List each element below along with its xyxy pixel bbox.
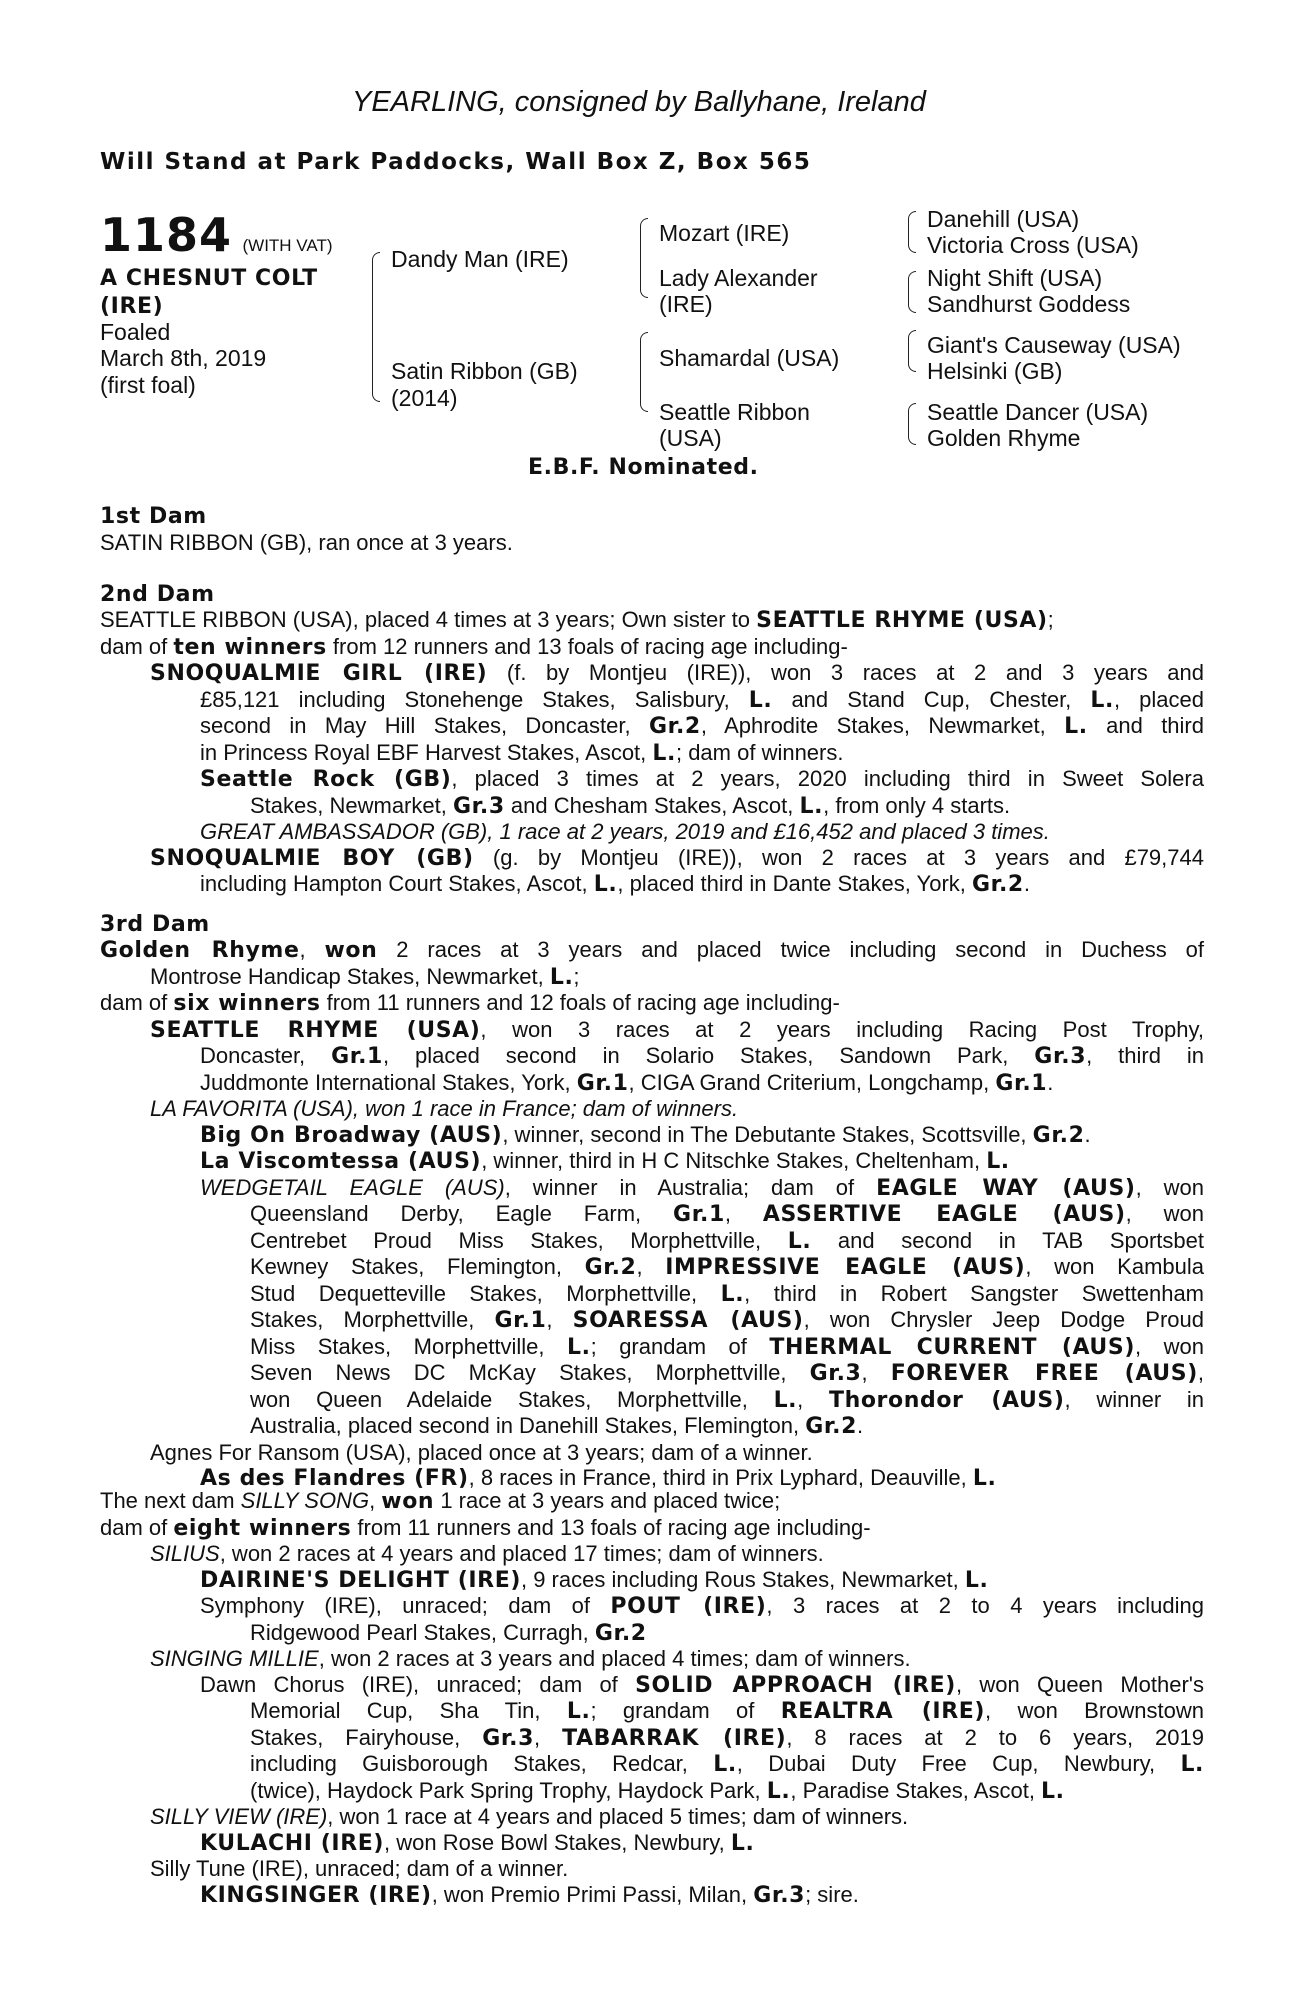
dam-dam-dam: Golden Rhyme bbox=[927, 425, 1081, 451]
foaled-label: Foaled bbox=[100, 319, 171, 345]
first-dam-heading: 1st Dam bbox=[100, 504, 207, 529]
bracket-gen3-a bbox=[908, 211, 916, 253]
horse-seattle-rock: Seattle Rock (GB) bbox=[200, 767, 452, 792]
sire-sire-sire: Danehill (USA) bbox=[927, 206, 1080, 232]
horse-snoqualmie-boy: SNOQUALMIE BOY (GB) bbox=[150, 845, 474, 871]
first-dam-text: SATIN RIBBON (GB), ran once at 3 years. bbox=[100, 530, 513, 555]
stand-location: Will Stand at Park Paddocks, Wall Box Z, Box 565 bbox=[100, 149, 812, 175]
third-dam-section: Golden Rhyme, won 2 races at 3 years and placed twice including second in Duchess of Montrose Handicap Stakes, Newmarket, L.; dam of six winners from 11 runners and 12 foals of racing age including- SEATTLE RHYME (USA), won 3 races at 2 years including Racing Post Trophy, Doncaster, Gr.1, placed second in Solario Stakes, Sandown Park, Gr.3, third in Juddmonte International Stakes, York, Gr.1, CIGA Grand Criterium, Longchamp, Gr.1. LA FAVORITA (USA), won 1 race in France; dam of winners. Big On Broadway (AUS), winner, second in The Debutante Stakes, Scottsville, Gr.2. La Viscomtessa (AUS), winner, third in H C Nitschke Stakes, Cheltenham, L. WEDGETAIL EAGLE (AUS), winner in Australia; dam of EAGLE WAY (AUS), won Queensland Derby, Eagle Farm, Gr.1, ASSERTIVE EAGLE (AUS), won Centrebet Proud Miss Stakes, Morphettville, L. and second in TAB Sportsbet Kewney Stakes, Flemington, Gr.2, IMPRESSIVE EAGLE (AUS), won Kambula Stud Dequetteville Stakes, Morphettville, L., third in Robert Sangster Swettenham Stakes, Morphettville, Gr.1, SOARESSA (AUS), won Chrysler Jeep Dodge Proud Miss Stakes, Morphettville, L.; grandam of THERMAL CURRENT (AUS), won Seven News DC McKay Stakes, Morphettville, Gr.3, FOREVER FREE (AUS), won Queen Adelaide Stakes, Morphettville, L., Thorondor (AUS), winner in Australia, placed second in Danehill Stakes, Flemington, Gr.2. Agnes For Ransom (USA), placed once at 3 years; dam of a winner. As des Flandres (FR), 8 races in France, third in Prix Lyphard, Deauville, L. bbox=[100, 937, 1205, 1491]
sire-dam-dam: Sandhurst Goddess bbox=[927, 291, 1131, 317]
dam-sire-dam: Helsinki (GB) bbox=[927, 358, 1063, 384]
second-dam-section: SEATTLE RIBBON (USA), placed 4 times at 3 years; Own sister to SEATTLE RHYME (USA); dam of ten winners from 12 runners and 13 foals of racing age including- SNOQUALMIE GIRL (IRE) (f. by Montjeu (IRE)), won 3 races at 2 and 3 years and £85,121 including Stonehenge Stakes, Salisbury, L. and Stand Cup, Chester, L., placed second in May Hill Stakes, Doncaster, Gr.2, Aphrodite Stakes, Newmarket, L. and third in Princess Royal EBF Harvest Stakes, Ascot, L.; dam of winners. Seattle Rock (GB), placed 3 times at 2 years, 2020 including third in Sweet Solera Stakes, Newmarket, Gr.3 and Chesham Stakes, Ascot, L., from only 4 starts. GREAT AMBASSADOR (GB), 1 race at 2 years, 2019 and £16,452 and placed 3 times. SNOQUALMIE BOY (GB) (g. by Montjeu (IRE)), won 2 races at 3 years and £79,744 including Hampton Court Stakes, Ascot, L., placed third in Dante Stakes, York, Gr.2. bbox=[100, 607, 1204, 897]
next-dam-section: The next dam SILLY SONG, won 1 race at 3 years and placed twice; dam of eight winners from 11 runners and 13 foals of racing age including- SILIUS, won 2 races at 4 years and placed 17 times; dam of winners. DAIRINE'S DELIGHT (IRE), 9 races including Rous Stakes, Newmarket, L. Symphony (IRE), unraced; dam of POUT (IRE), 3 races at 2 to 4 years including Ridgewood Pearl Stakes, Curragh, Gr.2 SINGING MILLIE, won 2 races at 3 years and placed 4 times; dam of winners. Dawn Chorus (IRE), unraced; dam of SOLID APPROACH (IRE), won Queen Mother's Memorial Cup, Sha Tin, L.; grandam of REALTRA (IRE), won Brownstown Stakes, Fairyhouse, Gr.3, TABARRAK (IRE), 8 races at 2 to 6 years, 2019 including Guisborough Stakes, Redcar, L., Dubai Duty Free Cup, Newbury, L. (twice), Haydock Park Spring Trophy, Haydock Park, L., Paradise Stakes, Ascot, L. SILLY VIEW (IRE), won 1 race at 4 years and placed 5 times; dam of winners. KULACHI (IRE), won Rose Bowl Stakes, Newbury, L. Silly Tune (IRE), unraced; dam of a winner. KINGSINGER (IRE), won Premio Primi Passi, Milan, Gr.3; sire. bbox=[100, 1488, 1205, 1908]
bracket-gen3-b bbox=[908, 271, 916, 313]
dam-dam-sire: Seattle Dancer (USA) bbox=[927, 399, 1149, 425]
lot-description: A CHESNUT COLT bbox=[100, 266, 318, 291]
horse-agnes-for-ransom: Agnes For Ransom (USA), placed once at 3 years; dam of a winner. bbox=[150, 1439, 813, 1465]
dam: Satin Ribbon (GB) bbox=[391, 358, 578, 384]
bracket-sire-dam bbox=[372, 252, 380, 402]
bracket-gen3-d bbox=[908, 403, 916, 445]
lot-description-country: (IRE) bbox=[100, 294, 164, 319]
sire-dam-sire: Night Shift (USA) bbox=[927, 265, 1103, 291]
consignment-heading: YEARLING, consigned by Ballyhane, Ireland bbox=[352, 86, 926, 118]
bracket-sire-parents bbox=[640, 218, 648, 298]
dam-year: (2014) bbox=[391, 385, 458, 411]
sire: Dandy Man (IRE) bbox=[391, 246, 569, 272]
foal-note: (first foal) bbox=[100, 372, 196, 398]
horse-great-ambassador: GREAT AMBASSADOR (GB) bbox=[200, 819, 488, 844]
horse-la-favorita: LA FAVORITA (USA) bbox=[150, 1096, 353, 1121]
dam-dam: Seattle Ribbon bbox=[659, 399, 810, 425]
foaled-date: March 8th, 2019 bbox=[100, 345, 267, 371]
horse-snoqualmie-girl: SNOQUALMIE GIRL (IRE) bbox=[150, 661, 488, 686]
sire-sire: Mozart (IRE) bbox=[659, 220, 790, 246]
dam-sire-sire: Giant's Causeway (USA) bbox=[927, 332, 1181, 358]
third-dam-heading: 3rd Dam bbox=[100, 912, 210, 937]
sire-dam: Lady Alexander bbox=[659, 265, 818, 291]
ebf-nominated: E.B.F. Nominated. bbox=[528, 455, 759, 480]
dam-dam-country: (USA) bbox=[659, 425, 722, 451]
lot-number: 1184 bbox=[100, 208, 233, 262]
vat-label: (WITH VAT) bbox=[242, 236, 333, 255]
sire-dam-country: (IRE) bbox=[659, 291, 713, 317]
sire-sire-dam: Victoria Cross (USA) bbox=[927, 232, 1139, 258]
dam-sire: Shamardal (USA) bbox=[659, 345, 840, 371]
bracket-gen3-c bbox=[908, 330, 916, 372]
horse-seattle-rhyme: SEATTLE RHYME (USA) bbox=[150, 1017, 481, 1043]
bracket-dam-parents bbox=[640, 332, 648, 412]
second-dam-heading: 2nd Dam bbox=[100, 582, 215, 607]
lot-number-block bbox=[100, 208, 333, 262]
